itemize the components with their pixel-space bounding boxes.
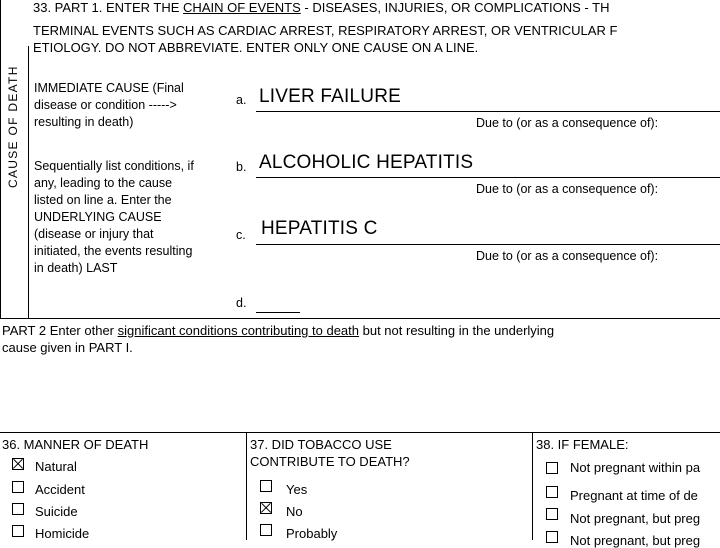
manner-natural-checkbox[interactable] <box>12 458 24 470</box>
line-d-letter: d. <box>236 296 247 310</box>
part1-header-line1: 33. PART 1. ENTER THE CHAIN OF EVENTS - DISEASES, INJURIES, OR COMPLICATIONS - TH <box>33 0 610 15</box>
line-c-cause-field[interactable]: HEPATITIS C <box>261 218 378 239</box>
sequential-label-line: initiated, the events resulting <box>34 244 193 258</box>
sequential-label-line: UNDERLYING CAUSE <box>34 210 162 224</box>
female-pregnant-at-death-checkbox[interactable] <box>546 486 558 498</box>
manner-natural-label: Natural <box>35 459 77 474</box>
sequential-label-line: (disease or injury that <box>34 227 154 241</box>
line-a-letter: a. <box>236 93 247 107</box>
line-b-due-to: Due to (or as a consequence of): <box>476 182 659 196</box>
sequential-label-line: any, leading to the cause <box>34 176 173 190</box>
tobacco-no-checkbox[interactable] <box>260 502 272 514</box>
line-c-letter: c. <box>236 228 246 242</box>
tobacco-no-label: No <box>286 504 303 519</box>
line-b-rule <box>256 177 720 178</box>
tobacco-title-line2: CONTRIBUTE TO DEATH? <box>250 454 410 469</box>
line-b-letter: b. <box>236 160 247 174</box>
immediate-label-line: resulting in death) <box>34 115 134 129</box>
section37-divider <box>246 432 247 540</box>
part1-header-line3: ETIOLOGY. DO NOT ABBREVIATE. ENTER ONLY ONE CAUSE ON A LINE. <box>33 40 479 55</box>
female-not-pregnant-within-checkbox[interactable] <box>546 462 558 474</box>
manner-suicide-checkbox[interactable] <box>12 503 24 515</box>
tobacco-yes-checkbox[interactable] <box>260 480 272 492</box>
line-b-cause-field[interactable]: ALCOHOLIC HEPATITIS <box>259 152 474 173</box>
immediate-cause-label <box>34 80 184 131</box>
part2-instructions: PART 2 Enter other significant conditions contributing to death but not resulting in the underlying <box>2 323 555 338</box>
left-border <box>0 0 1 318</box>
line-c-rule <box>256 244 720 245</box>
part2-instructions-line2: cause given in PART I. <box>2 340 133 355</box>
sequential-label-line: in death) LAST <box>34 261 118 275</box>
part1-header-line2: TERMINAL EVENTS SUCH AS CARDIAC ARREST, RESPIRATORY ARREST, OR VENTRICULAR F <box>33 23 618 38</box>
female-option-label: Not pregnant, but preg <box>570 533 701 548</box>
tobacco-probably-label: Probably <box>286 526 338 541</box>
manner-homicide-label: Homicide <box>35 526 90 541</box>
part2-top-rule <box>0 318 720 319</box>
tobacco-yes-label: Yes <box>286 482 308 497</box>
sequential-conditions-label <box>34 158 194 277</box>
line-d-rule <box>256 312 300 313</box>
sequential-label-line: Sequentially list conditions, if <box>34 159 194 173</box>
section38-divider <box>532 432 533 540</box>
line-a-rule <box>256 111 720 112</box>
sequential-label-line: listed on line a. Enter the <box>34 193 172 207</box>
female-not-pregnant-but-checkbox[interactable] <box>546 508 558 520</box>
line-c-due-to: Due to (or as a consequence of): <box>476 249 659 263</box>
tobacco-title-line1: 37. DID TOBACCO USE <box>250 437 392 452</box>
side-label-divider <box>28 46 29 318</box>
manner-accident-label: Accident <box>35 482 85 497</box>
female-option-label: Not pregnant within pa <box>570 460 701 475</box>
immediate-label-line: IMMEDIATE CAUSE (Final <box>34 81 184 95</box>
female-option-label: Pregnant at time of de <box>570 488 698 503</box>
cause-of-death-side-label: CAUSE OF DEATH <box>6 65 20 188</box>
manner-suicide-label: Suicide <box>35 504 78 519</box>
female-not-pregnant-but-2-checkbox[interactable] <box>546 531 558 543</box>
line-a-due-to: Due to (or as a consequence of): <box>476 116 659 130</box>
manner-accident-checkbox[interactable] <box>12 481 24 493</box>
section36-top-rule <box>0 432 720 433</box>
line-a-cause-field[interactable]: LIVER FAILURE <box>259 86 401 107</box>
female-title: 38. IF FEMALE: <box>536 437 629 452</box>
female-option-label: Not pregnant, but preg <box>570 511 701 526</box>
tobacco-probably-checkbox[interactable] <box>260 524 272 536</box>
manner-of-death-title: 36. MANNER OF DEATH <box>2 437 149 452</box>
manner-homicide-checkbox[interactable] <box>12 525 24 537</box>
immediate-label-line: disease or condition -----> <box>34 98 177 112</box>
